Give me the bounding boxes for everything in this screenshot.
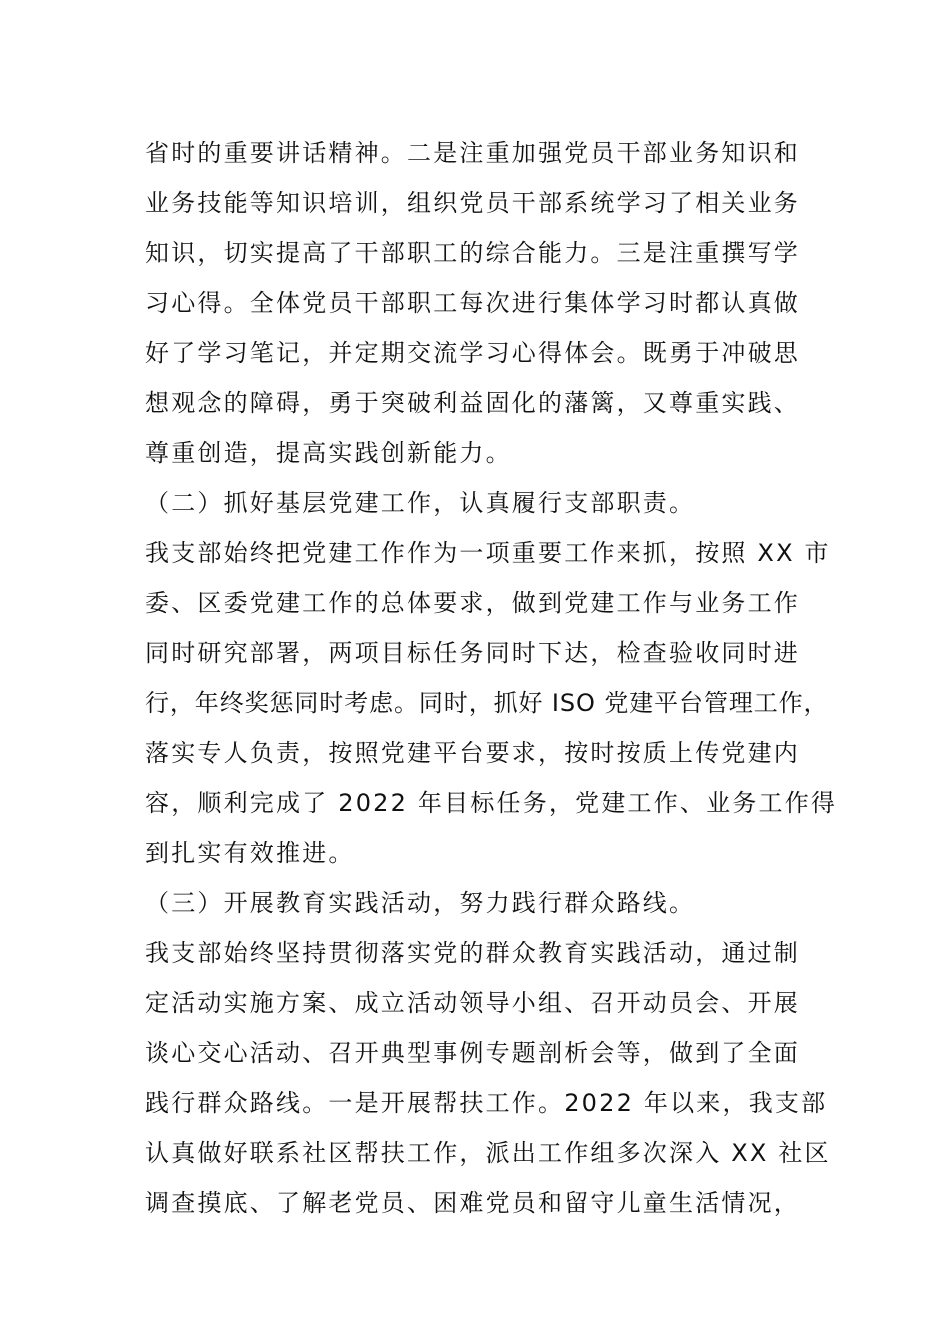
body-line: 行，年终奖惩同时考虑。同时，抓好 ISO 党建平台管理工作， [145,689,829,717]
body-line: 想观念的障碍，勇于突破利益固化的藩篱，又尊重实践、 [145,389,800,417]
body-line: 好了学习笔记，并定期交流学习心得体会。既勇于冲破思 [145,339,800,367]
document-body [145,128,838,1228]
body-line: 定活动实施方案、成立活动领导小组、召开动员会、开展 [145,989,800,1017]
body-line: 到扎实有效推进。 [145,839,355,867]
body-line: 我支部始终把党建工作作为一项重要工作来抓，按照 XX 市 [145,539,831,567]
body-line: 认真做好联系社区帮扶工作，派出工作组多次深入 XX 社区 [145,1139,831,1167]
body-line: 同时研究部署，两项目标任务同时下达，检查验收同时进 [145,639,800,667]
body-line: 调查摸底、了解老党员、困难党员和留守儿童生活情况， [145,1189,800,1217]
body-line: 委、区委党建工作的总体要求，做到党建工作与业务工作 [145,589,800,617]
body-line: 习心得。全体党员干部职工每次进行集体学习时都认真做 [145,289,800,317]
body-line: 践行群众路线。一是开展帮扶工作。2022 年以来，我支部 [145,1089,828,1117]
body-line: 尊重创造，提高实践创新能力。 [145,439,512,467]
body-line: 业务技能等知识培训，组织党员干部系统学习了相关业务 [145,189,800,217]
body-line: 落实专人负责，按照党建平台要求，按时按质上传党建内 [145,739,800,767]
body-line: 知识，切实提高了干部职工的综合能力。三是注重撰写学 [145,239,800,267]
body-line: 谈心交心活动、召开典型事例专题剖析会等，做到了全面 [145,1039,800,1067]
section-heading-3: （三）开展教育实践活动，努力践行群众路线。 [145,889,696,917]
body-line: 我支部始终坚持贯彻落实党的群众教育实践活动，通过制 [145,939,800,967]
body-line: 容，顺利完成了 2022 年目标任务，党建工作、业务工作得 [145,789,838,817]
body-line: 省时的重要讲话精神。二是注重加强党员干部业务知识和 [145,139,800,167]
section-heading-2: （二）抓好基层党建工作，认真履行支部职责。 [145,489,696,517]
